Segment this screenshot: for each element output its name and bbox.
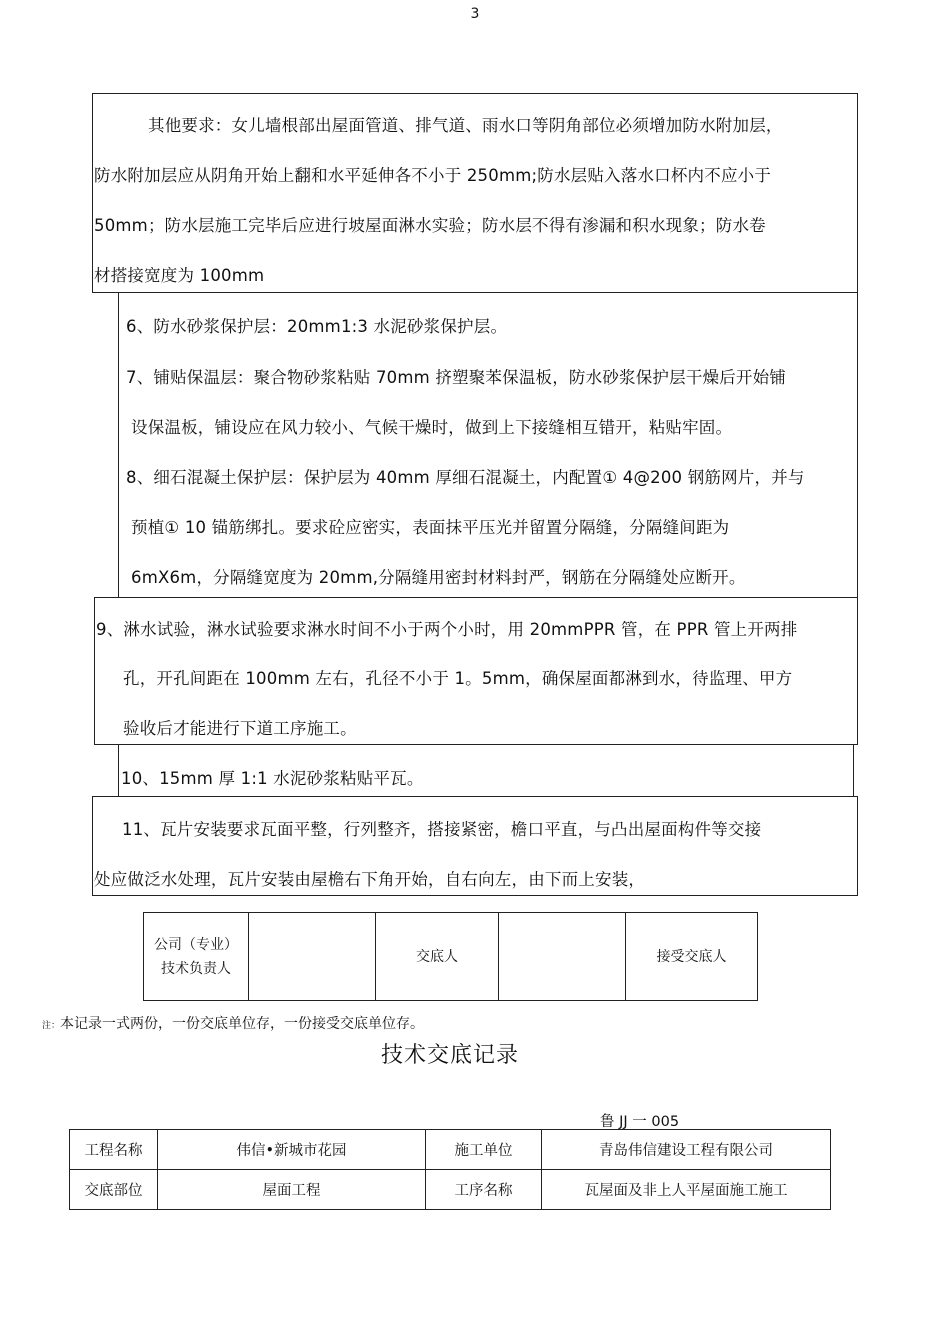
item-10: 10、15mm 厚 1:1 水泥砂浆粘贴平瓦。 [121,769,424,788]
discloser-label: 交底人 [376,913,499,1001]
item-8-line-1: 8、细石混凝土保护层：保护层为 40mm 厚细石混凝土，内配置① 4@200 钢筋网片，并与 [126,468,805,487]
note-lead: 注： [42,1021,61,1031]
contractor-label: 施工单位 [426,1130,542,1170]
table-row [70,1170,831,1210]
item-7-line-2: 设保温板，铺设应在风力较小、气候干燥时，做到上下接缝相互错开，粘贴牢固。 [131,418,733,437]
record-note [42,1013,424,1033]
note-text: 本记录一式两份，一份交底单位存，一份接受交底单位存。 [60,1016,425,1032]
project-name-value: 伟信•新城市花园 [158,1130,426,1170]
item-9-line-3: 验收后才能进行下道工序施工。 [123,719,357,738]
signature-table [143,912,758,1001]
item-11-line-1: 11、瓦片安装要求瓦面平整，行列整齐，搭接紧密，檐口平直，与凸出屋面构件等交接 [122,820,762,839]
form-code: 鲁 JJ 一 005 [600,1114,680,1130]
item-8-line-2: 预植① 10 锚筋绑扎。要求砼应密实，表面抹平压光并留置分隔缝，分隔缝间距为 [131,518,730,537]
item-6: 6、防水砂浆保护层：20mm1:3 水泥砂浆保护层。 [126,317,508,336]
other-requirements-line-4: 材搭接宽度为 100mm [94,266,265,285]
part-label: 交底部位 [70,1170,158,1210]
item-8-line-3: 6mX6m，分隔缝宽度为 20mm,分隔缝用密封材料封严，钢筋在分隔缝处应断开。 [131,568,746,587]
item-9-line-2: 孔，开孔间距在 100mm 左右，孔径不小于 1。5mm，确保屋面都淋到水，待监理、甲方 [123,669,793,688]
item-7-line-1: 7、铺贴保温层：聚合物砂浆粘贴 70mm 挤塑聚苯保温板，防水砂浆保护层干燥后开始铺 [126,368,787,387]
company-tech-lead-line-1: 公司（专业） [154,936,238,953]
item-9-line-1: 9、淋水试验，淋水试验要求淋水时间不小于两个小时，用 20mmPPR 管，在 PPR 管上开两排 [96,620,798,639]
item-11-line-2: 处应做泛水处理，瓦片安装由屋檐右下角开始，自右向左，由下而上安装， [94,870,646,889]
project-name-label: 工程名称 [70,1130,158,1170]
other-requirements-line-2: 防水附加层应从阴角开始上翻和水平延伸各不小于 250mm;防水层贴入落水口杯内不应小于 [94,166,772,185]
process-label: 工序名称 [426,1170,542,1210]
part-value: 屋面工程 [158,1170,426,1210]
page-number: 3 [470,6,480,22]
company-tech-lead-line-2: 技术负责人 [161,960,231,977]
table-row [70,1130,831,1170]
form-title: 技术交底记录 [380,1043,519,1068]
discloser-signature-cell[interactable] [499,913,626,1001]
process-value: 瓦屋面及非上人平屋面施工施工 [542,1170,831,1210]
receiver-label: 接受交底人 [626,913,758,1001]
other-requirements-line-3: 50mm；防水层施工完毕后应进行坡屋面淋水实验；防水层不得有渗漏和积水现象；防水卷 [94,216,766,235]
contractor-value: 青岛伟信建设工程有限公司 [542,1130,831,1170]
project-info-table [69,1129,831,1210]
items-6-8-box [118,292,858,598]
company-tech-lead-signature-cell[interactable] [249,913,376,1001]
company-tech-lead-label [144,913,249,1001]
other-requirements-line-1: 其他要求：女儿墙根部出屋面管道、排气道、雨水口等阴角部位必须增加防水附加层， [148,116,783,135]
